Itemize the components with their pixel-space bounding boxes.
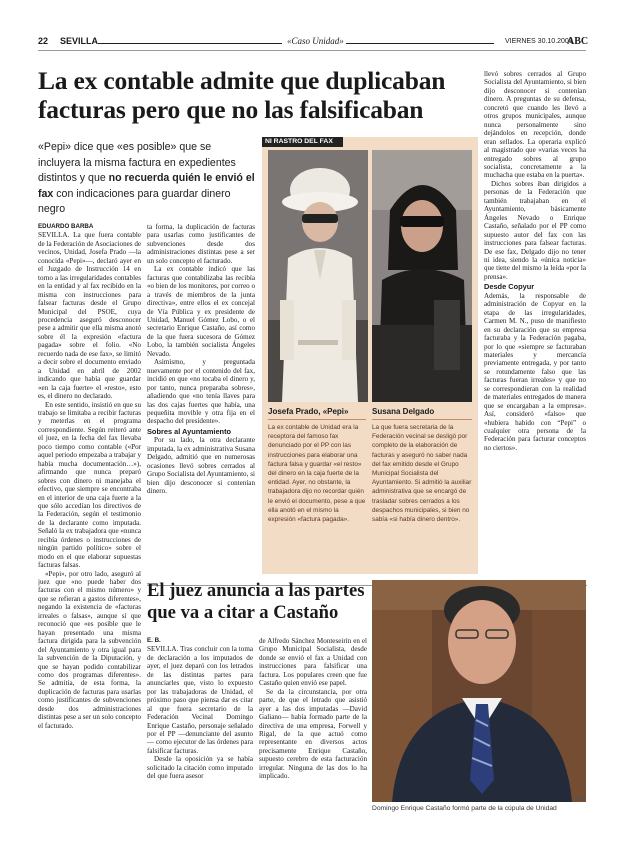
- paragraph: Dichos sobres iban dirigidos a personas de la Federación que también trabajaban en el Ayuntamiento, básicamente Ángeles Nevado o Enrique Castaño, señalado por el PP como supuesto autor del fax con las instrucciones para falsear facturas. De ese fax, Delgado dijo no tener ni idea, siendo la «única noticia» que tiene del mismo la leída «por la prensa».: [484, 179, 586, 281]
- article-column-5: [484, 70, 586, 585]
- photo-castano: [372, 580, 586, 802]
- photo-susana-delgado: [372, 150, 472, 402]
- sidebar-text-left: La ex contable de Unidad era la receptora del famoso fax denunciado por el PP con las instrucciones para elaborar una factura falsa y guardar «el resto» del dinero en la caja fuerte de la entidad. Ayer, no obstante, la trabajadora dijo no recordar quién le envió el documento, pese a que ella anotó en el mismo la expresión «factura pagada».: [268, 424, 366, 524]
- subheading: Sobres al Ayuntamiento: [147, 426, 232, 436]
- header-topic: «Caso Unidad»: [287, 36, 344, 46]
- second-column-2: [259, 637, 367, 842]
- paragraph: Asimismo, y preguntada nuevamente por el contenido del fax, incidió en que «no tocaba el dinero y, por tanto, nunca preparaba sobres», añadiendo que «no tenía llaves para las dos cajas fuertes que había, una pequeñita movible y otra fija en el despacho del presidente».: [147, 358, 255, 426]
- sidebar-name-left: Josefa Prado, «Pepi»: [268, 407, 349, 416]
- deck-text-2: con indicaciones para guardar dinero negro: [38, 187, 231, 216]
- subheading: Desde Copyur: [484, 282, 535, 292]
- second-column-1: [147, 637, 253, 842]
- header-date: VIERNES 30.10.2009: [505, 38, 573, 45]
- article-column-2: [147, 223, 255, 583]
- sidebar-name-right: Susana Delgado: [372, 407, 435, 416]
- byline: E. B.: [147, 637, 161, 644]
- main-headline: La ex contable admite que duplicaban facturas pero que no las falsificaban: [38, 66, 446, 124]
- header-bottom-rule: [38, 50, 586, 51]
- main-deck: [38, 140, 256, 218]
- article-column-1: [38, 223, 141, 841]
- paragraph: En este sentido, insistió en que su trabajo se limitaba a recibir facturas y meterlas en el programa correspondiente. Según reiteró ante el juez, en la fecha del fax llevaba poco tiempo como contable («Por aquel periodo empezaba a trabajar y había mucha documentación…»), afirmando que nunca preparó sobres con dinero ni manejaba el efectivo, que siempre se encontraba en el interior de una caja fuerte a la que sólo accedían los directivos de la Federación, según el testimonio de la declarante como imputada. Señaló la ex trabajadora que «nunca recibía órdenes o instrucciones de ningún partido político» sobre el modo en el que elaborar supuestas facturas falsas.: [38, 400, 141, 570]
- sidebar-text-right: La que fuera secretaria de la Federación vecinal se desligó por completo de la elaboración de facturas y aseguró no saber nada del fax emitido desde el Grupo Municipal Socialista del Ayuntamiento. Si admitió la auxiliar administrativa que se encargó de trasladar sobres cerrados a los despachos municipales, si bien no sabía «si había dinero dentro».: [372, 424, 472, 524]
- photo-credit: ABC: [576, 796, 587, 802]
- sidebar-tag: NI RASTRO DEL FAX: [262, 137, 343, 147]
- photo-josefa-prado: [268, 150, 368, 402]
- photo-caption: Domingo Enrique Castaño formó parte de la cúpula de Unidad: [372, 805, 557, 812]
- paragraph: Por su lado, la otra declarante imputada, la ex administrativa Susana Delgado, admitió que en numerosas ocasiones llevó sobres cerrados al Grupo Socialista del Ayuntamiento, si bien dijo desconocer si contenían dinero.: [147, 436, 255, 496]
- header-brand-logo: ABC: [567, 36, 589, 47]
- paragraph: Además, la responsable de administración de Copyur en la etapa de las irregularidades, Carmen M. N., puso de manifiesto en su declaración que su empresa facturaba y la Federación pagaba, por lo que «siempre se facturaban materiales y mercancía previamente entregada, y por tanto se rotundamente falso que las facturas fueran irreales» y que no se correspondieran con la realidad de materiales entregados de manera que se encargaban a la empresa». Así, consideró «falso» que «hubiera habido con “Pepi” o cualquier otra persona de la Federación para facturar conceptos no ciertos».: [484, 291, 586, 452]
- paragraph: Desde la oposición ya se había solicitado la citación como imputado del que fuera asesor: [147, 755, 253, 781]
- section-label: SEVILLA: [60, 36, 99, 46]
- deck-bold: no recuerda quién le envió el fax: [38, 172, 255, 200]
- header-rule-right: [346, 43, 494, 44]
- sidebar-rule-left: [268, 419, 366, 420]
- paragraph: Se da la circunstancia, por otra parte, de que el letrado que asistió ayer a las dos imputadas —David Galiano— había formado parte de la directiva de una empresa, Forwell y Rigal, de la que actuó como representante en diversos actos precisamente Enrique Castaño, supuesto cerebro de esta facturación irregular. Ninguna de las dos lo ha implicado.: [259, 687, 367, 781]
- paragraph: La ex contable indicó que las facturas que contabilizaba las recibía «o bien de los monitores, por correo o a través de miembros de la junta directiva», entre ellos el ex concejal de Vía Pública y ex presidente de Unidad, Manuel Gómez Lobo, o el secretario Enrique Castaño, así como de la que fuera sucesora de Gómez Lobo, la también socialista Ángeles Nevado.: [147, 265, 255, 358]
- deck-text-1: «Pepi» dice que «es posible» que se incluyera la misma factura en expedientes distintos y que: [38, 141, 236, 185]
- paragraph: llevó sobres cerrados al Grupo Socialista del Ayuntamiento, si bien dijo desconocer si contenían dinero. A preguntas de su defensa, concretó que cuando les llevó a otros grupos municipales, aunque nunca personalmente sino dejándolos en recepción, donde eran sellados. La operaria explicó al magistrado que «varias veces ha entregado sobres al grupo socialista, concretamente a la muchacha que estaba en la puerta».: [484, 70, 586, 180]
- man-in-suit-illustration: [372, 580, 586, 802]
- header-rule-left: [98, 43, 282, 44]
- byline: EDUARDO BARBA: [38, 223, 94, 230]
- paragraph: SEVILLA. La que fuera contable de la Federación de Asociaciones de vecinos, Unidad, Josefa Prado —la conocida «Pepi»—, declaró ayer en el Juzgado de Instrucción 14 en torno a las irregularidades contables en la entidad y al fax recibido en la misma con instrucciones para falsear facturas desde el Grupo Municipal del PSOE, cuya procedencia aseguró desconocer pese a admitir que ella misma anotó sobre él la expresión «factura pagada» sobre el folio. «No recuerdo nada de ese fax», se limitó a decir sobre el documento enviado a Unidad en abril de 2002 indicando que había que guardar «en la caja fuerte» el «resto», esto es, el dinero no declarado.: [38, 231, 141, 401]
- paragraph: «Pepi», por otro lado, aseguró al juez que «no puede haber dos facturas con el mismo número» y que se refieran a gastos diferentes», negando la existencia de «facturas irreales o falsas», aunque sí que reconoció que «es posible que le hayan presentado una misma factura dirigida para la subvención del Ayuntamiento y otra igual para la subvención de la Diputación, y que se hayan podido contabilizar como dos programas diferentes». Se admitía, de esta forma, la duplicación de facturas para usarlas como justificantes de subvenciones desde dos administraciones distintas pese a ser un solo concepto el facturado.: [38, 569, 141, 730]
- woman-in-sunglasses-illustration: [372, 150, 472, 402]
- page-number: 22: [38, 36, 49, 46]
- sidebar-rule-right: [372, 419, 472, 420]
- paragraph: de Alfredo Sánchez Monteseirín en el Grupo Municipal Socialista, desde donde se envió el fax a Unidad con instrucciones para falsificar una factura. Los populares creen que fue Castaño quien envió ese papel.: [259, 637, 367, 688]
- woman-in-hat-illustration: [268, 150, 368, 402]
- paragraph: ta forma, la duplicación de facturas para usarlas como justificantes de subvenciones desde dos administraciones distintas pese a ser un solo concepto el facturado.: [147, 223, 255, 265]
- second-headline: El juez anuncia a las partes que va a citar a Castaño: [147, 580, 365, 623]
- paragraph: SEVILLA. Tras concluir con la toma de declaración a los imputados de ayer, el juez deparó con los letrados de las distintas partes para anunciarles que, visto lo expuesto por las trabajadoras de Unidad, el próximo paso que piensa dar es citar al que fuera secretario de la Federación Vecinal Domingo Enrique Castaño, personaje señalado por el PP —denunciante del asunto— como ejecutor de las órdenes para falsificar facturas.: [147, 645, 253, 755]
